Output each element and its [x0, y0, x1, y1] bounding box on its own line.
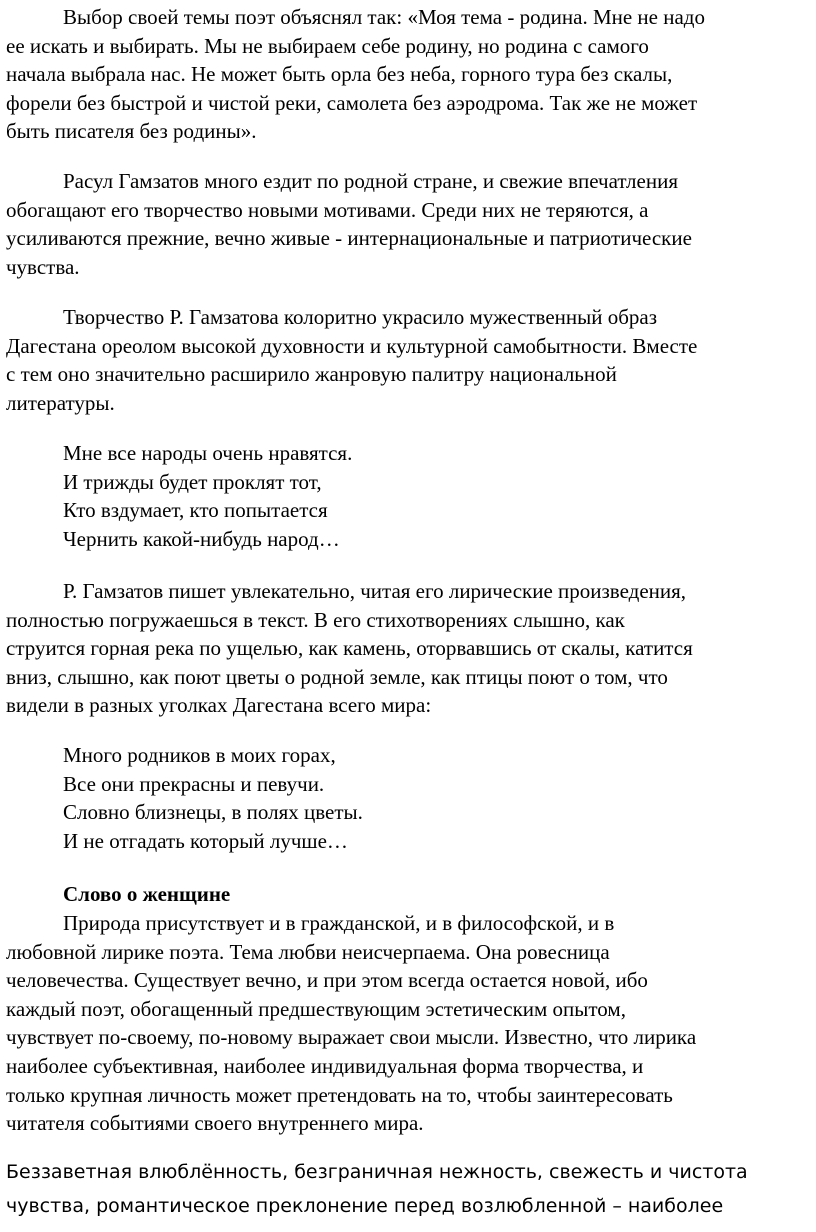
text-line: литературы. — [6, 390, 115, 415]
text-line: чувствует по-своему, по-новому выражает свои мысли. Известно, что лирика — [6, 1025, 697, 1050]
paragraph-travels — [6, 167, 812, 281]
verse-springs — [63, 741, 363, 855]
paragraph-lyric-works — [6, 577, 812, 720]
text-line: начала выбрала нас. Не может быть орла без неба, горного тура без скалы, — [6, 62, 673, 87]
text-line: Выбор своей темы поэт объяснял так: «Моя тема - родина. Мне не надо — [63, 5, 705, 29]
text-line: полностью погружаешься в текст. В его стихотворениях слышно, как — [6, 607, 625, 632]
verse-line: И не отгадать который лучше… — [63, 828, 348, 853]
text-line: Творчество Р. Гамзатова колоритно украсило мужественный образ — [63, 305, 658, 329]
paragraph-theme-homeland — [6, 3, 812, 146]
text-line: обогащают его творчество новыми мотивами. Среди них не теряются, а — [6, 197, 649, 222]
text-line: чувства, романтическое преклонение перед возлюбленной – наиболее — [6, 1195, 724, 1217]
verse-line: Словно близнецы, в полях цветы. — [63, 800, 363, 825]
text-line: с тем оно значительно расширило жанровую палитру национальной — [6, 362, 617, 387]
text-line: Природа присутствует и в гражданской, и в философской, и в — [63, 911, 615, 935]
verse-line: Чернить какой-нибудь народ… — [63, 526, 340, 551]
text-line: быть писателя без родины». — [6, 119, 257, 144]
paragraph-love-lyrics — [6, 909, 812, 1138]
text-line: читателя событиями своего внутреннего мира. — [6, 1111, 424, 1136]
verse-line: Мне все народы очень нравятся. — [63, 441, 353, 465]
verse-line: Все они прекрасны и певучи. — [63, 771, 325, 796]
text-line: Дагестана ореолом высокой духовности и культурной самобытности. Вместе — [6, 333, 698, 358]
paragraph-devotion — [6, 1155, 812, 1223]
text-line: чувства. — [6, 254, 80, 279]
text-line: струится горная река по ущелью, как камень, оторвавшись от скалы, катится — [6, 636, 693, 661]
text-line: наиболее субъективная, наиболее индивидуальная форма творчества, и — [6, 1053, 644, 1078]
text-line: Расул Гамзатов много ездит по родной стране, и свежие впечатления — [63, 169, 678, 193]
paragraph-creativity — [6, 303, 812, 417]
verse-line: И трижды будет проклят тот, — [63, 469, 322, 494]
text-line: Р. Гамзатов пишет увлекательно, читая его лирические произведения, — [63, 579, 687, 603]
text-line: усиливаются прежние, вечно живые - интернациональные и патриотические — [6, 226, 692, 251]
text-line: Беззаветная влюблённость, безграничная нежность, свежесть и чистота — [6, 1161, 748, 1183]
verse-peoples — [63, 439, 352, 553]
text-line: видели в разных уголках Дагестана всего мира: — [6, 693, 432, 718]
verse-line: Кто вздумает, кто попытается — [63, 498, 328, 523]
text-line: каждый поэт, обогащенный предшествующим эстетическим опытом, — [6, 996, 626, 1021]
text-line: форели без быстрой и чистой реки, самолета без аэродрома. Так же не может — [6, 90, 698, 115]
text-line: любовной лирике поэта. Тема любви неисчерпаема. Она ровесница — [6, 939, 610, 964]
text-line: ее искать и выбирать. Мы не выбираем себе родину, но родина с самого — [6, 33, 649, 58]
text-line: человечества. Существует вечно, и при этом всегда остается новой, ибо — [6, 968, 648, 993]
text-line: вниз, слышно, как поют цветы о родной земле, как птицы поют о том, что — [6, 664, 668, 689]
section-heading: Слово о женщине — [63, 882, 231, 906]
text-line: только крупная личность может претендовать на то, чтобы заинтересовать — [6, 1082, 673, 1107]
verse-line: Много родников в моих горах, — [63, 743, 336, 767]
